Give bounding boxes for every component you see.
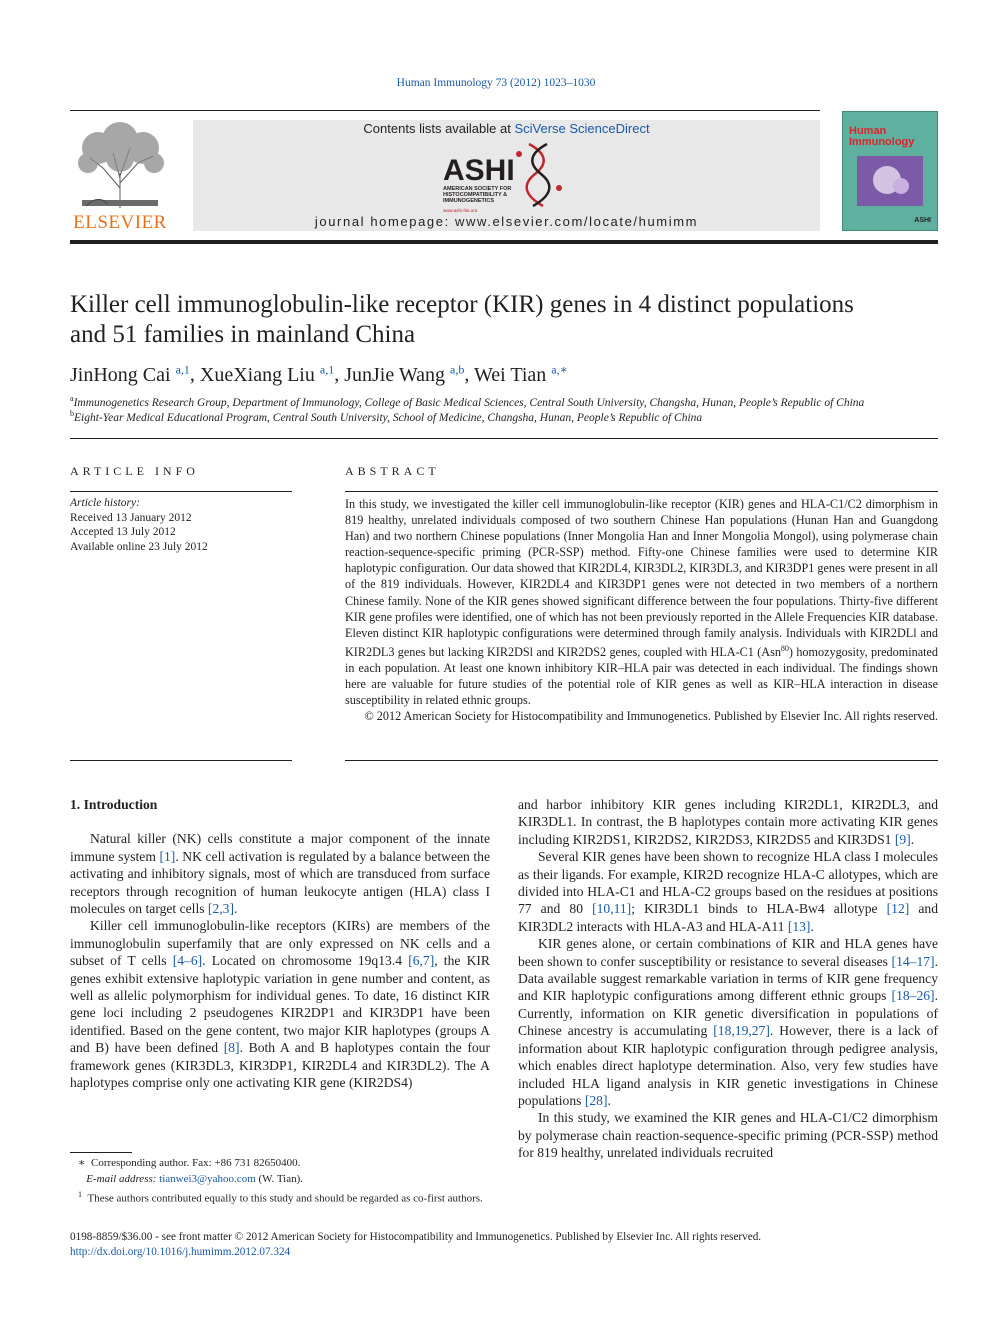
footnote-email: E-mail address: tianwei3@yahoo.com (W. Tian). bbox=[86, 1172, 304, 1185]
body-column-right bbox=[518, 796, 938, 1162]
issn-line: 0198-8859/$36.00 - see front matter © 2012 American Society for Histocompatibility and Immunogenetics. Published by Elsevier Inc. All rights reserved. bbox=[70, 1231, 762, 1243]
history-received: Received 13 January 2012 bbox=[70, 511, 192, 524]
ref-link[interactable]: [13] bbox=[787, 918, 811, 934]
ref-link[interactable]: [6,7] bbox=[408, 953, 435, 969]
intro-paragraph-4: Several KIR genes have been shown to recognize HLA class I molecules as their ligands. For example, KIR2D recognize HLA-C allotypes, which are divided into HLA-C1 and HLA-C2 groups based on the residues at positions 77 and 80 [10,11]; KIR3DL1 binds to HLA-Bw4 allotype [12] and KIR3DL2 interacts with HLA-A3 and HLA-A11 [13]. bbox=[518, 849, 938, 934]
affiliation-a: $^a$Immunogenetics Research Group, Department of Immunology, College of Basic Medical Sciences, Central South University, Changsha, Hunan, People’s Republic of China bbox=[70, 394, 865, 409]
header-rule bbox=[70, 110, 820, 111]
ref-link[interactable]: [2,3] bbox=[207, 901, 234, 917]
intro-paragraph-6: In this study, we examined the KIR genes and HLA-C1/C2 dimorphism by polymerase chain reaction-sequence-specific priming (PCR-SSP) method for 819 healthy, unrelated individuals recruited bbox=[518, 1110, 938, 1161]
title-line1: Killer cell immunoglobulin-like receptor (KIR) genes in 4 distinct populations bbox=[70, 291, 854, 318]
journal-citation[interactable]: Human Immunology 73 (2012) 1023–1030 bbox=[396, 77, 596, 89]
ref-link[interactable]: [18,19,27] bbox=[713, 1023, 770, 1039]
author-sup[interactable]: a,∗ bbox=[551, 362, 568, 376]
journal-cover-thumbnail[interactable] bbox=[842, 111, 938, 231]
article-info-rule bbox=[70, 491, 292, 492]
author[interactable]: Wei Tian $^{a,∗}$ bbox=[473, 362, 568, 386]
history-online: Available online 23 July 2012 bbox=[70, 541, 208, 554]
author[interactable]: JinHong Cai $^{a,1}$ bbox=[70, 362, 190, 386]
section-heading-introduction: 1. Introduction bbox=[70, 797, 158, 812]
article-info-heading: ARTICLE INFO bbox=[70, 464, 199, 478]
intro-paragraph-5: KIR genes alone, or certain combinations of KIR and HLA genes have been shown to confer susceptibility or resistance to several diseases [14–17]. Data available suggest remarkable variation in terms of KIR gene frequency and KIR haplotypic configurations among different ethnic groups [18–26]. Currently, information on KIR genetic diversification in populations of Chinese ancestry is accumulating [18,19,27]. However, there is a lack of information about KIR haplotypic configuration through pedigree analysis, which enables direct haplotype determination. Also, very few studies have included HLA ligand analysis in KIR genetic investigations in Chinese populations [28]. bbox=[518, 936, 938, 1108]
article-title bbox=[70, 290, 930, 350]
author-list: JinHong Cai $^{a,1}$, XueXiang Liu $^{a,1}$, JunJie Wang $^{a,b}$, Wei Tian $^{a,∗}$ bbox=[70, 362, 568, 386]
author-sup[interactable]: a,1 bbox=[175, 362, 190, 376]
affiliation-b: $^b$Eight-Year Medical Educational Program, Central South University, School of Medicine, Changsha, Hunan, People’s Republic of China bbox=[70, 409, 703, 424]
abstract-rule bbox=[345, 491, 938, 492]
ashi-society-name: AMERICAN SOCIETY FOR HISTOCOMPATIBILITY & IMMUNOGENETICS bbox=[443, 186, 512, 204]
footnote-corresponding: ∗ Corresponding author. Fax: +86 731 82650400. bbox=[78, 1157, 301, 1169]
email-link[interactable]: tianwei3@yahoo.com bbox=[159, 1172, 256, 1185]
cover-title-line2: Immunology bbox=[849, 136, 915, 148]
contents-line bbox=[193, 121, 820, 136]
author-sup[interactable]: a,1 bbox=[319, 362, 335, 376]
cover-ashi-mark: ASHI bbox=[914, 217, 931, 224]
footnotes bbox=[70, 1156, 490, 1207]
contents-prefix: Contents lists available at bbox=[363, 121, 515, 136]
author-sup[interactable]: a,b bbox=[450, 362, 465, 376]
sciencedirect-link[interactable]: SciVerse ScienceDirect bbox=[514, 121, 650, 136]
body-column-left bbox=[70, 796, 490, 1092]
bottom-info bbox=[70, 1230, 940, 1259]
doi-link[interactable]: http://dx.doi.org/10.1016/j.humimm.2012.07.324 bbox=[70, 1245, 291, 1258]
journal-homepage[interactable]: journal homepage: www.elsevier.com/locate/humimm bbox=[314, 214, 699, 229]
ashi-url: www.ashi-hla.org bbox=[443, 208, 478, 212]
ref-link[interactable]: [9] bbox=[894, 831, 911, 847]
ashi-logo bbox=[443, 140, 573, 212]
ref-link[interactable]: [8] bbox=[223, 1040, 240, 1056]
ref-link[interactable]: [10,11] bbox=[592, 901, 632, 917]
ref-link[interactable]: [12] bbox=[886, 901, 910, 917]
abstract-bottom-rule bbox=[345, 760, 938, 761]
header-thick-rule bbox=[70, 240, 938, 244]
ref-link[interactable]: [14–17] bbox=[891, 953, 935, 969]
cover-title-line1: Human bbox=[849, 125, 887, 137]
cover-title bbox=[849, 126, 914, 148]
footnote-rule bbox=[70, 1152, 132, 1153]
abstract-body bbox=[345, 496, 938, 724]
abstract-text: In this study, we investigated the killer cell immunoglobulin-like receptor (KIR) genes and HLA-C1/C2 dimorphism in 819 healthy, unrelated individuals composed of two southern Chinese Han populations (Hunan Han and Guangdong Han) and two northern Chinese populations (Inner Mongolia Han and Inner Mongolia Mongol), using polymerase chain reaction-sequence-specific priming (PCR-SSP) method. Fifty-one Chinese families were used to determine KIR haplotypic configuration. Our data showed that KIR2DL4, KIR3DL2, KIR3DL3, and KIR3DP1 genes were present in all of the 819 individuals. However, KIR2DL4 and KIR3DP1 genes were not detected in two members of a northern Chinese family. None of the KIR genes showed significant difference between the four populations. Thirty-five different KIR gene profiles were identified, one of which has not been previously reported in the Allele Frequencies KIR database. Eleven distinct KIR haplotypic configurations were determined through family analysis. Individuals with KIR2DLl and KIR2DL3 genes but lacking KIR2DSl and KIR2DS2 genes, coupled with HLA-C1 (Asn$^{80}$) homozygosity, predominated in each population. At least one known inhibitory KIR–HLA pair was detected in each individual. The findings shown here are valuable for future studies of the potential role of KIR genes as well as KIR–HLA interaction in disease susceptibility in related ethnic groups. bbox=[345, 497, 938, 708]
ref-link[interactable]: [1] bbox=[159, 848, 176, 864]
history-accepted: Accepted 13 July 2012 bbox=[70, 526, 176, 539]
footnote-equal-contribution: $^1$ These authors contributed equally to this study and should be regarded as co-first authors. bbox=[78, 1190, 483, 1205]
ref-link[interactable]: [28] bbox=[584, 1092, 608, 1108]
elsevier-wordmark: ELSEVIER bbox=[73, 212, 167, 233]
ashi-logo-text: ASHI bbox=[443, 154, 515, 187]
author[interactable]: JunJie Wang $^{a,b}$ bbox=[344, 362, 465, 386]
intro-paragraph-2: Killer cell immunoglobulin-like receptors (KIRs) are members of the immunoglobulin superfamily that are only expressed on NK cells and a subset of T cells [4–6]. Located on chromosome 19q13.4 [6,7], the KIR genes exhibit extensive haplotypic variation in gene number and content, as well as allelic polymorphism for individual genes. To date, 16 distinct KIR gene loci including 2 pseudogenes KIR2DP1 and KIR3DP1 have been identified. Based on the gene content, two major KIR haplotypes (groups A and B) have been defined [8]. Both A and B haplotypes contain the four framework genes (KIR3DL3, KIR3DP1, KIR2DL4 and KIR3DL2). The A haplotypes comprise only one activating KIR gene (KIR2DS4) bbox=[70, 918, 490, 1091]
author[interactable]: XueXiang Liu $^{a,1}$ bbox=[199, 362, 335, 386]
article-history bbox=[70, 496, 292, 555]
ref-link[interactable]: [18–26] bbox=[891, 988, 935, 1004]
intro-paragraph-1: Natural killer (NK) cells constitute a major component of the innate immune system [1]. NK cell activation is regulated by a balance between the activating and inhibitory signals, most of which are transduced from surface receptors through recognition of human leukocyte antigen (HLA) class I molecules on target cells [2,3]. bbox=[70, 831, 490, 917]
intro-paragraph-3: and harbor inhibitory KIR genes including KIR2DL1, KIR2DL3, and KIR3DL1. In contrast, the B haplotypes contain more activating KIR genes including KIR2DS1, KIR2DS2, KIR2DS3, KIR2DS5 and KIR3DS1 [9]. bbox=[518, 797, 938, 847]
affiliation-rule bbox=[70, 438, 938, 439]
ref-link[interactable]: [4–6] bbox=[172, 953, 203, 969]
abstract-copyright: © 2012 American Society for Histocompatibility and Immunogenetics. Published by Elsevier Inc. All rights reserved. bbox=[364, 709, 938, 724]
history-label: Article history: bbox=[70, 497, 140, 509]
title-line2: and 51 families in mainland China bbox=[70, 321, 416, 348]
abstract-heading: ABSTRACT bbox=[345, 464, 440, 478]
article-info-bottom-rule bbox=[70, 760, 292, 761]
cover-image bbox=[857, 156, 923, 206]
